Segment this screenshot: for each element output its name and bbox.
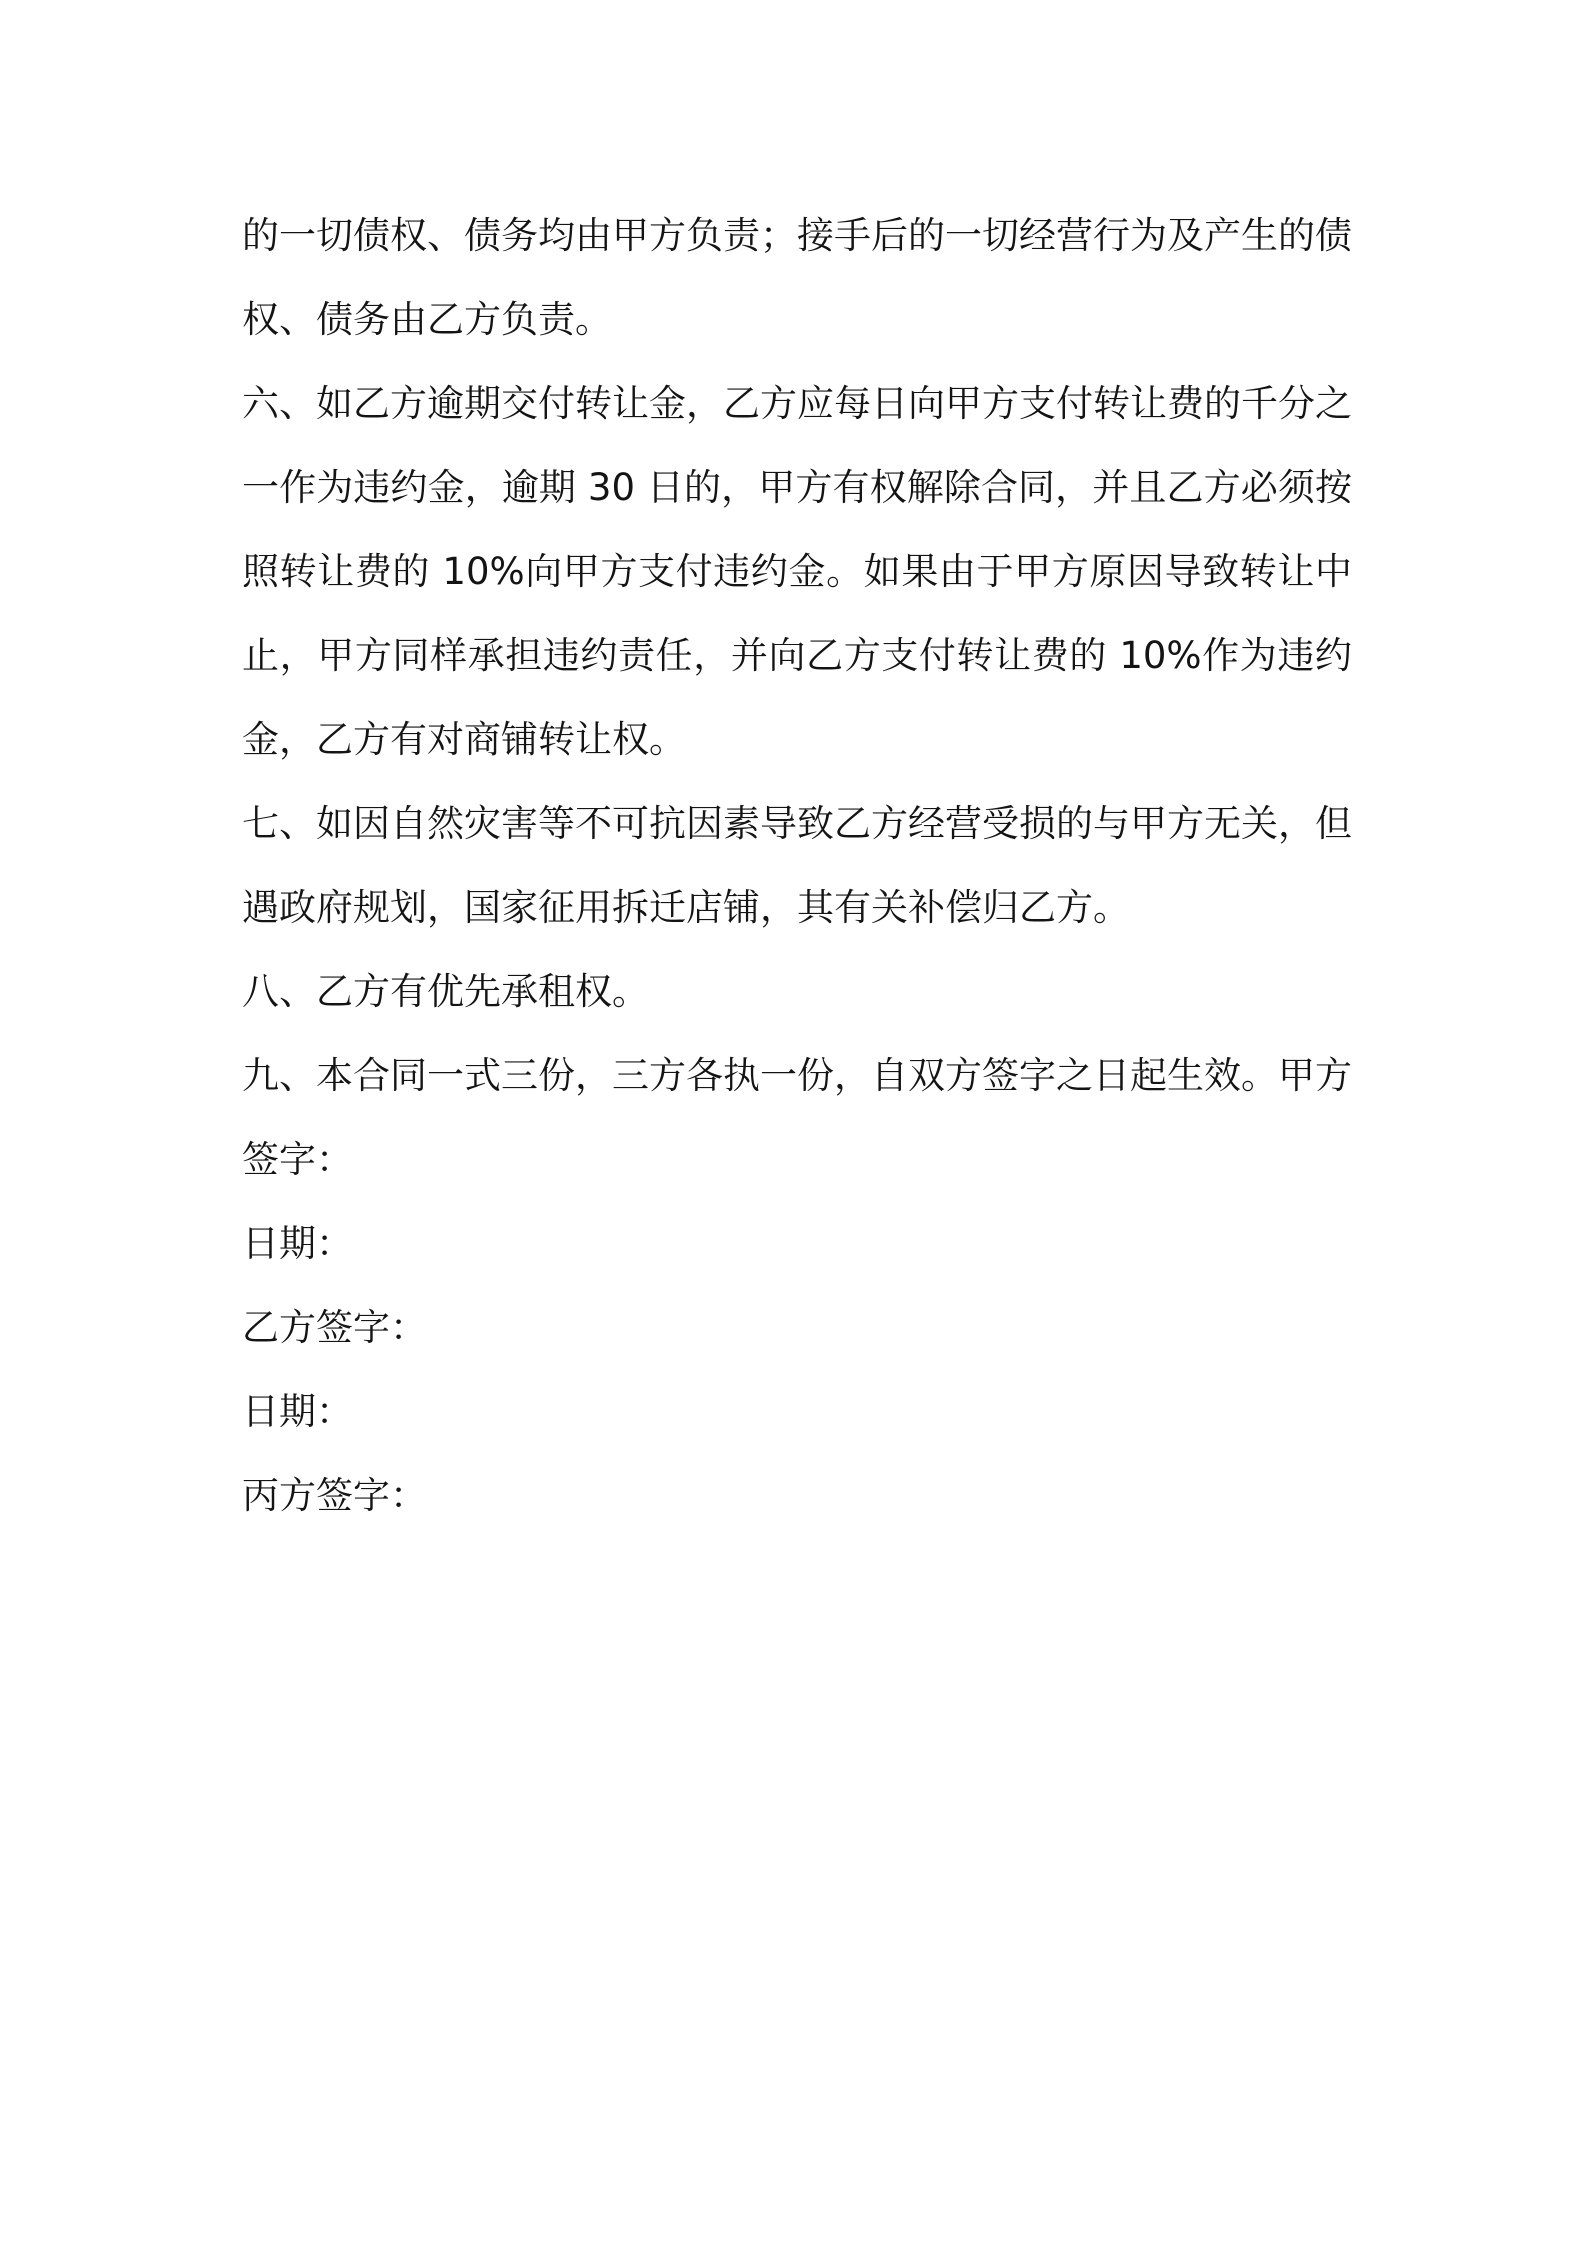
party-b-date: 日期： (242, 1390, 353, 1433)
clause-5-continuation: 的一切债权、债务均由甲方负责；接手后的一切经营行为及产生的债权、债务由乙方负责。 (242, 214, 1352, 341)
clause-6: 六、如乙方逾期交付转让金，乙方应每日向甲方支付转让费的千分之一作为违约金，逾期 30 日的，甲方有权解除合同，并且乙方必须按照转让费的 10%向甲方支付违约金。如果由于甲方原因导致转让中止，甲方同样承担违约责任，并向乙方支付转让费的 10%作为违约金，乙方有对商铺转让权。 (242, 382, 1352, 761)
contract-body (242, 194, 1352, 1538)
party-c-signature: 丙方签字： (242, 1474, 427, 1517)
clause-8: 八、乙方有优先承租权。 (242, 970, 649, 1013)
clause-9: 九、本合同一式三份，三方各执一份，自双方签字之日起生效。甲方签字： (242, 1054, 1352, 1181)
party-a-date: 日期： (242, 1222, 353, 1265)
clause-7: 七、如因自然灾害等不可抗因素导致乙方经营受损的与甲方无关，但遇政府规划，国家征用拆迁店铺，其有关补偿归乙方。 (242, 802, 1352, 929)
party-b-signature: 乙方签字： (242, 1306, 427, 1349)
